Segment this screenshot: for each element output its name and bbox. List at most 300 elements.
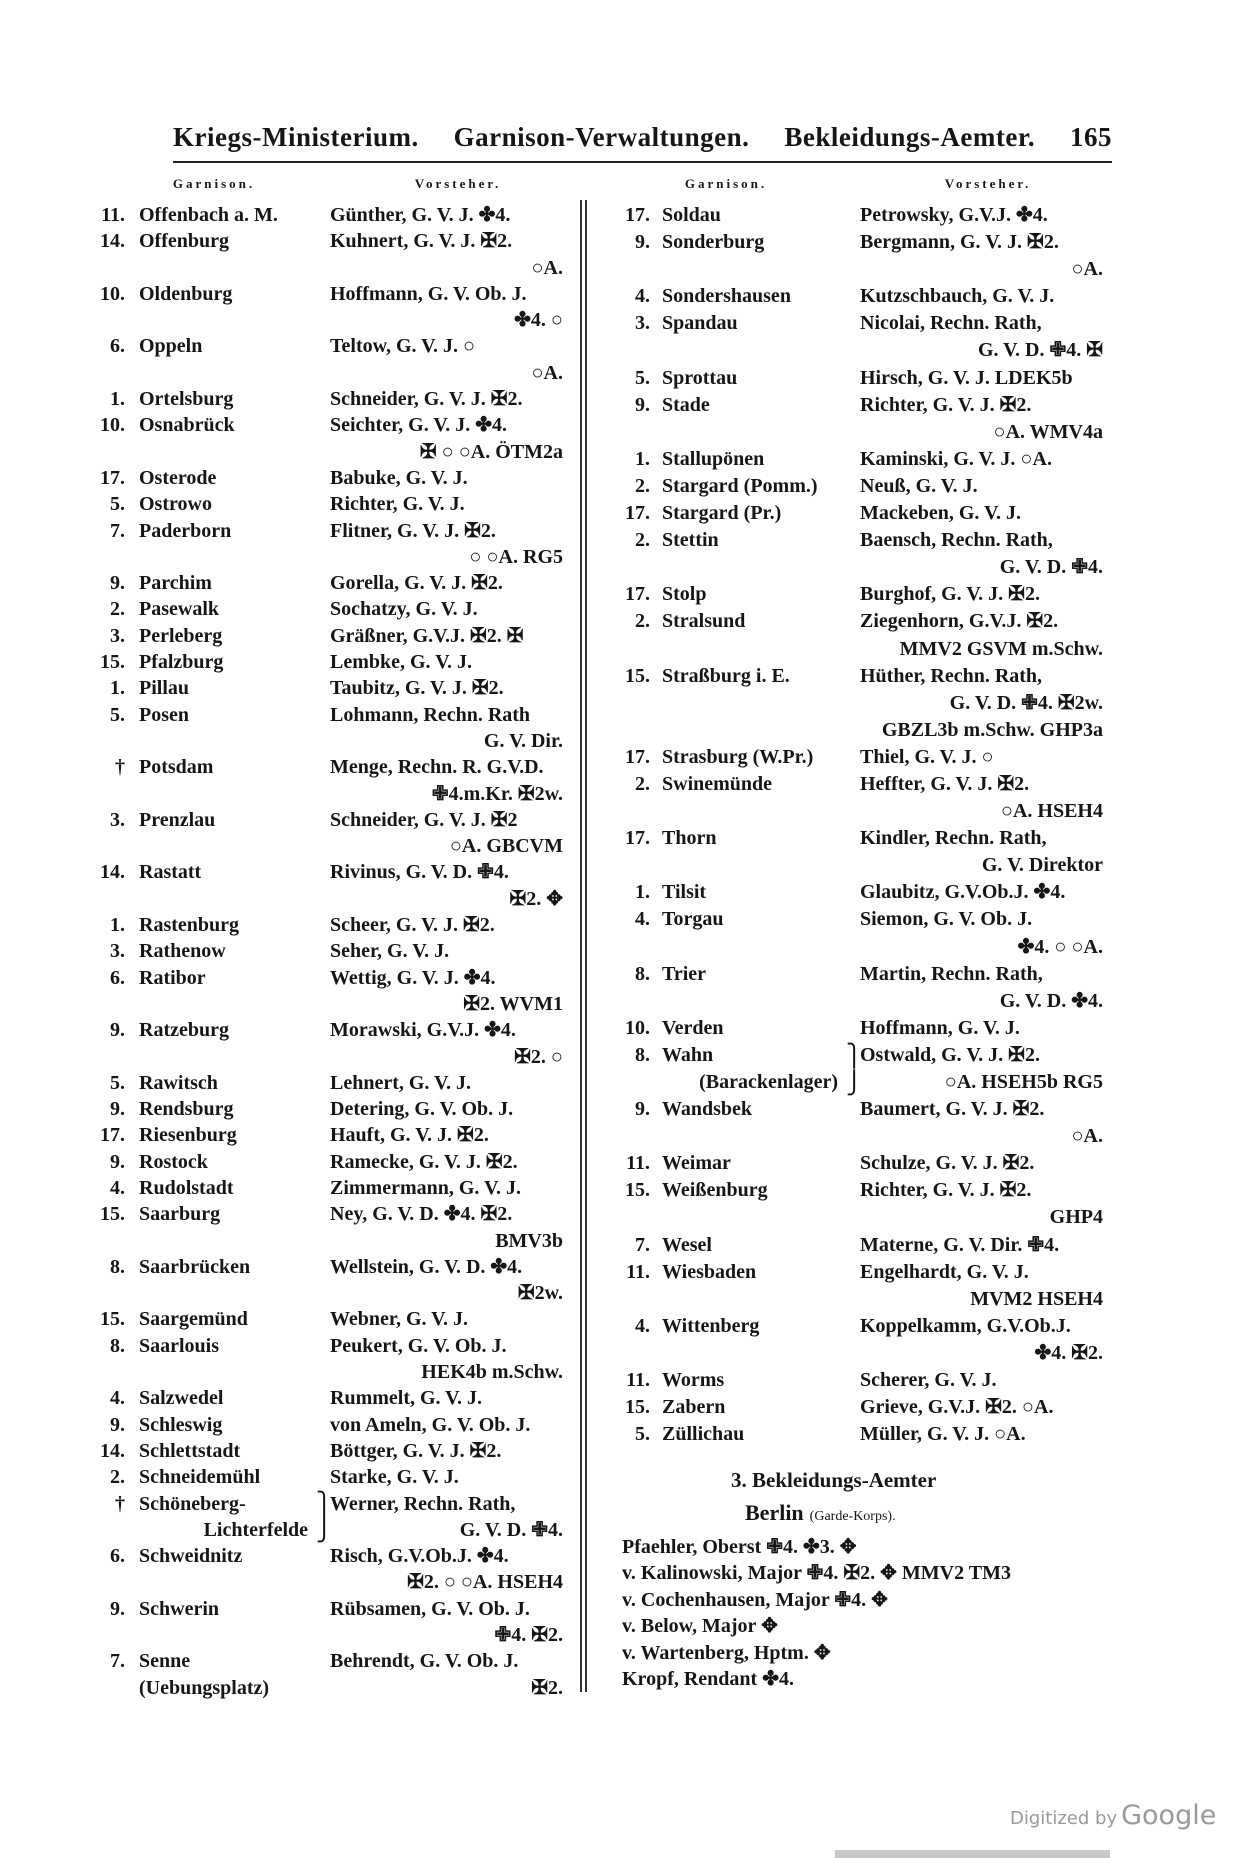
garrison-name: Stargard (Pomm.) <box>662 474 818 497</box>
head-officer: Thiel, G. V. J. ○ <box>860 745 994 768</box>
garrison-number: 3. <box>110 808 125 831</box>
head-officer: ○A. GBCVM <box>449 835 563 858</box>
berlin-staff-entry: v. Cochenhausen, Major ✙4. ✥ <box>622 1588 888 1611</box>
garrison-number: 9. <box>110 1150 125 1173</box>
garrison-number: 9. <box>110 1413 125 1436</box>
list-item <box>0 825 1250 852</box>
garrison-name: Rastatt <box>139 861 202 884</box>
head-officer: Teltow, G. V. J. ○ <box>330 335 476 358</box>
list-item-continuation <box>0 798 1250 825</box>
list-item <box>0 879 1250 906</box>
garrison-number: 7. <box>110 1650 125 1673</box>
garrison-number: 6. <box>110 966 125 989</box>
garrison-number: 5. <box>635 366 650 389</box>
head-officer: Materne, G. V. Dir. ✙4. <box>860 1233 1060 1256</box>
garrison-name: Sonderburg <box>662 231 765 254</box>
list-item <box>0 1177 1250 1204</box>
list-item <box>0 283 1250 310</box>
garrison-number: 11. <box>626 1260 650 1283</box>
head-officer: G. V. D. ✙4. <box>999 556 1103 579</box>
garrison-number: 4. <box>110 1387 125 1410</box>
head-officer: BMV3b <box>495 1229 563 1252</box>
list-item-continuation <box>0 690 1250 717</box>
head-officer: ○A. <box>531 361 563 384</box>
garrison-number: 2. <box>110 598 125 621</box>
head-officer: Webner, G. V. J. <box>330 1308 468 1331</box>
list-item-continuation <box>0 419 1250 446</box>
garrison-number: 9. <box>635 231 650 254</box>
garrison-name: Oldenburg <box>139 282 233 305</box>
garrison-name: Ortelsburg <box>139 388 234 411</box>
garrison-name: Züllichau <box>662 1423 745 1446</box>
list-item-continuation <box>0 717 1250 744</box>
head-officer: ✠2. ✥ <box>509 887 563 910</box>
garrison-name: Worms <box>662 1369 725 1392</box>
garrison-name: Saarburg <box>139 1203 221 1226</box>
garrison-name: Sprottau <box>662 366 738 389</box>
garrison-number: 1. <box>110 388 125 411</box>
garrison-number: 2. <box>635 529 650 552</box>
garrison-number: 15. <box>100 1203 125 1226</box>
head-officer: Schneider, G. V. J. ✠2 <box>330 808 518 831</box>
list-item-continuation <box>0 1569 600 1595</box>
list-item <box>0 1259 1250 1286</box>
garrison-name-line2: (Barackenlager) <box>699 1071 838 1093</box>
city-note: (Garde-Korps). <box>809 1509 896 1524</box>
list-item-continuation <box>0 852 1250 879</box>
garrison-number: 8. <box>110 1255 125 1278</box>
garrison-name: Stade <box>662 393 710 416</box>
section-city <box>745 1500 896 1526</box>
head-officer: ✠2. <box>531 1676 563 1699</box>
head-officer: MVM2 HSEH4 <box>970 1287 1103 1310</box>
head-officer: ✠2. ○ ○A. HSEH4 <box>407 1571 563 1594</box>
list-item-continuation <box>0 934 1250 961</box>
head-officer: Babuke, G. V. J. <box>330 466 468 489</box>
garrison-number: 14. <box>100 230 125 253</box>
head-officer: ○A. HSEH5b RG5 <box>944 1071 1103 1093</box>
head-officer: G. V. Direktor <box>981 854 1103 877</box>
garrison-number: 2. <box>635 772 650 795</box>
garrison-number: 17. <box>625 502 650 525</box>
garrison-name: Straßburg i. E. <box>662 664 790 687</box>
head-officer: Rivinus, G. V. D. ✙4. <box>330 861 509 884</box>
garrison-name: Rathenow <box>139 940 226 963</box>
head-officer: Koppelkamm, G.V.Ob.J. <box>860 1314 1071 1337</box>
garrison-number: 15. <box>625 1179 650 1202</box>
head-officer: ✤4. ✠2. <box>1034 1341 1103 1364</box>
garrison-number: 6. <box>110 335 125 358</box>
garrison-number: 3. <box>110 940 125 963</box>
garrison-name: Swinemünde <box>662 772 773 795</box>
berlin-staff-entry: v. Below, Major ✥ <box>622 1615 778 1638</box>
head-officer: Mackeben, G. V. J. <box>860 502 1021 525</box>
head-officer: G. V. D. ✙4. <box>459 1518 563 1541</box>
garrison-name: Schlettstadt <box>139 1439 241 1462</box>
berlin-staff-entry: Kropf, Rendant ✤4. <box>622 1667 794 1690</box>
garrison-name: Schneidemühl <box>139 1466 261 1489</box>
garrison-number: 3. <box>110 624 125 647</box>
garrison-name: Schwerin <box>139 1597 219 1620</box>
list-item-continuation <box>0 1123 1250 1150</box>
garrison-name: Zabern <box>662 1396 726 1419</box>
garrison-name: Wahn <box>662 1043 714 1066</box>
head-officer: Siemon, G. V. Ob. J. <box>860 908 1033 931</box>
garrison-name: Rendsburg <box>139 1098 234 1121</box>
head-officer: Ziegenhorn, G.V.J. ✠2. <box>860 610 1059 633</box>
list-item <box>0 1543 600 1569</box>
head-officer: Petrowsky, G.V.J. ✤4. <box>860 204 1048 226</box>
head-officer: ○A. <box>1071 1125 1103 1148</box>
list-item <box>0 1648 600 1674</box>
garrison-number: 17. <box>100 1124 125 1147</box>
head-officer: ○ ○A. RG5 <box>469 545 563 568</box>
garrison-number: 5. <box>635 1423 650 1446</box>
list-item <box>0 365 1250 392</box>
list-item <box>0 1015 1250 1042</box>
brace-bottom: ⎭ <box>316 1516 333 1542</box>
head-officer: Scherer, G. V. J. <box>860 1369 997 1392</box>
garrison-number: 14. <box>100 1439 125 1462</box>
head-officer: Burghof, G. V. J. ✠2. <box>860 583 1040 606</box>
watermark-brand: Google <box>1121 1800 1217 1831</box>
head-officer: Engelhardt, G. V. J. <box>860 1260 1029 1283</box>
list-item <box>0 771 1250 798</box>
garrison-number: 10. <box>100 282 125 305</box>
garrison-name: Pillau <box>139 677 190 700</box>
head-officer: Hoffmann, G. V. J. <box>860 1016 1020 1039</box>
garrison-name: Perleberg <box>139 624 223 647</box>
list-item <box>0 392 1250 419</box>
head-officer: Neuß, G. V. J. <box>860 474 978 497</box>
head-officer: MMV2 GSVM m.Schw. <box>899 637 1103 660</box>
garrison-number: 5. <box>110 1071 125 1094</box>
head-officer: Richter, G. V. J. <box>330 493 465 516</box>
head-officer: Kuhnert, G. V. J. ✠2. <box>330 230 513 253</box>
list-item <box>0 1042 1250 1069</box>
head-officer: G. V. Dir. <box>483 729 563 752</box>
garrison-name: Ratzeburg <box>139 1019 229 1042</box>
garrison-number: † <box>115 756 125 779</box>
garrison-number: 2. <box>110 1466 125 1489</box>
list-item <box>0 1464 600 1490</box>
garrison-name: Tilsit <box>662 881 707 904</box>
garrison-number: 3. <box>635 312 650 335</box>
garrison-number: 15. <box>625 664 650 687</box>
head-officer: von Ameln, G. V. Ob. J. <box>330 1413 531 1436</box>
garrison-name: Weimar <box>662 1152 731 1175</box>
head-officer: ○A. <box>531 256 563 279</box>
list-item-continuation <box>0 1622 600 1648</box>
head-officer: Peukert, G. V. Ob. J. <box>330 1334 507 1357</box>
garrison-number: 6. <box>110 1545 125 1568</box>
head-officer: HEK4b m.Schw. <box>421 1361 563 1384</box>
berlin-staff-list <box>622 1534 1011 1692</box>
head-officer: Seichter, G. V. J. ✤4. <box>330 414 507 437</box>
garrison-name: Wittenberg <box>662 1314 760 1337</box>
head-officer: ✤4. ○ <box>514 309 563 332</box>
head-officer: Rummelt, G. V. J. <box>330 1387 483 1410</box>
garrison-number: 9. <box>635 1098 650 1121</box>
garrison-name: Offenburg <box>139 230 229 253</box>
garrison-name: Prenzlau <box>139 808 216 831</box>
garrison-number: 15. <box>100 651 125 674</box>
city-name: Berlin <box>745 1500 804 1525</box>
garrison-number: 17. <box>100 466 125 489</box>
list-item <box>0 1491 600 1517</box>
garrison-name: Weißenburg <box>662 1179 768 1202</box>
garrison-name: Pasewalk <box>139 598 219 621</box>
head-officer: Ostwald, G. V. J. ✠2. <box>860 1043 1040 1066</box>
head-officer: Werner, Rechn. Rath, <box>330 1492 516 1515</box>
header-ministry: Kriegs-Ministerium. <box>173 122 419 152</box>
scan-edge <box>835 1850 1110 1858</box>
head-officer: Schneider, G. V. J. ✠2. <box>330 388 523 411</box>
head-officer: Morawski, G.V.J. ✤4. <box>330 1019 516 1042</box>
garrison-number: 17. <box>625 827 650 850</box>
garrison-name: Rastenburg <box>139 914 240 937</box>
garrison-number: 17. <box>625 204 650 226</box>
head-officer: ○A. HSEH4 <box>1000 800 1103 823</box>
head-officer: Risch, G.V.Ob.J. ✤4. <box>330 1545 509 1568</box>
list-item-continuation <box>0 1069 1250 1096</box>
head-officer: G. V. D. ✙4. ✠ <box>977 339 1103 362</box>
garrison-name: Potsdam <box>139 756 214 779</box>
garrison-name: Verden <box>662 1016 724 1039</box>
list-item-continuation <box>0 1517 600 1543</box>
section-title-text: 3. Bekleidungs-Aemter <box>731 1468 937 1492</box>
garrison-name: Schöneberg- <box>139 1492 246 1515</box>
head-officer: Kaminski, G. V. J. ○A. <box>860 447 1052 470</box>
head-officer: ✠ ○ ○A. ÖTM2a <box>419 440 563 463</box>
garrison-number: 1. <box>635 447 650 470</box>
garrison-name: Sondershausen <box>662 285 791 308</box>
head-officer: Scheer, G. V. J. ✠2. <box>330 914 495 937</box>
berlin-staff-entry: v. Kalinowski, Major ✙4. ✠2. ✥ MMV2 TM3 <box>622 1562 1011 1585</box>
garrison-name: Wesel <box>662 1233 712 1256</box>
list-item <box>0 1421 1250 1448</box>
head-officer: Starke, G. V. J. <box>330 1466 459 1489</box>
head-officer: Behrendt, G. V. Ob. J. <box>330 1650 519 1673</box>
garrison-name: Trier <box>662 962 707 985</box>
garrison-number: 9. <box>110 1098 125 1121</box>
garrison-number: 9. <box>110 572 125 595</box>
list-item <box>0 608 1250 635</box>
garrison-name: Senne <box>139 1650 191 1673</box>
head-officer: Richter, G. V. J. ✠2. <box>860 393 1032 416</box>
head-officer: Hüther, Rechn. Rath, <box>860 664 1043 687</box>
garrison-number: 1. <box>110 914 125 937</box>
garrison-name: Soldau <box>662 204 721 226</box>
garrison-number: 8. <box>635 962 650 985</box>
garrison-name: Riesenburg <box>139 1124 237 1147</box>
head-officer: Baumert, G. V. J. ✠2. <box>860 1098 1045 1121</box>
list-item-continuation <box>0 554 1250 581</box>
garrison-name-line2: (Uebungsplatz) <box>139 1676 270 1699</box>
garrison-name: Parchim <box>139 572 212 595</box>
list-item <box>0 1313 1250 1340</box>
head-officer: Nicolai, Rechn. Rath, <box>860 312 1042 335</box>
head-officer: Rübsamen, G. V. Ob. J. <box>330 1597 530 1620</box>
garrison-number: 9. <box>110 1597 125 1620</box>
head-officer: ✠2. ○ <box>514 1045 563 1068</box>
list-item <box>0 500 1250 527</box>
berlin-staff-entry: Pfaehler, Oberst ✙4. ✤3. ✥ <box>622 1536 857 1558</box>
garrison-name: Schweidnitz <box>139 1545 243 1568</box>
head-officer: Flitner, G. V. J. ✠2. <box>330 519 496 542</box>
list-item <box>0 446 1250 473</box>
head-officer: Taubitz, G. V. J. ✠2. <box>330 677 504 700</box>
garrison-number: 17. <box>625 583 650 606</box>
list-item <box>0 473 1250 500</box>
brace-top: ⎫ <box>316 1490 333 1516</box>
garrison-name: Pfalzburg <box>139 651 224 674</box>
head-officer: Grieve, G.V.J. ✠2. ○A. <box>860 1396 1054 1419</box>
head-officer: Glaubitz, G.V.Ob.J. ✤4. <box>860 881 1066 904</box>
header-garrison-admin: Garnison-Verwaltungen. <box>453 122 750 152</box>
head-officer: G. V. D. ✤4. <box>999 989 1103 1012</box>
head-officer: ✠2. WVM1 <box>463 992 563 1015</box>
right-column-list <box>0 202 1250 1448</box>
brace-bottom: ⎭ <box>846 1070 863 1095</box>
garrison-number: 2. <box>635 474 650 497</box>
head-officer: GHP4 <box>1049 1206 1103 1229</box>
garrison-number: 2. <box>635 610 650 633</box>
head-officer: Böttger, G. V. J. ✠2. <box>330 1439 502 1462</box>
garrison-name: Posen <box>139 703 189 726</box>
garrison-number: 4. <box>635 285 650 308</box>
garrison-name: Saarbrücken <box>139 1255 251 1278</box>
garrison-name: Saarlouis <box>139 1334 220 1357</box>
list-item <box>0 744 1250 771</box>
head-officer: Kutzschbauch, G. V. J. <box>860 285 1055 308</box>
head-officer: Richter, G. V. J. ✠2. <box>860 1179 1032 1202</box>
head-officer: Hauft, G. V. J. ✠2. <box>330 1124 489 1147</box>
head-officer: GBZL3b m.Schw. GHP3a <box>881 718 1103 741</box>
list-item <box>0 1394 1250 1421</box>
head-officer: Hirsch, G. V. J. LDEK5b <box>860 366 1073 389</box>
head-officer: Detering, G. V. Ob. J. <box>330 1098 514 1121</box>
head-officer: Zimmermann, G. V. J. <box>330 1176 521 1199</box>
garrison-number: 5. <box>110 493 125 516</box>
garrison-number: 8. <box>635 1043 650 1066</box>
head-officer: Lembke, G. V. J. <box>330 651 473 674</box>
garrison-name: Stettin <box>662 529 719 552</box>
garrison-number: 17. <box>625 745 650 768</box>
garrison-number: 1. <box>110 677 125 700</box>
head-officer: Ramecke, G. V. J. ✠2. <box>330 1150 518 1173</box>
garrison-number: 1. <box>635 881 650 904</box>
list-item <box>0 1150 1250 1177</box>
garrison-name: Torgau <box>662 908 724 931</box>
page-number: 165 <box>1070 122 1112 152</box>
head-officer: Lehnert, G. V. J. <box>330 1071 471 1094</box>
list-item <box>0 961 1250 988</box>
garrison-number: 4. <box>110 1176 125 1199</box>
head-officer: Gräßner, G.V.J. ✠2. ✠ <box>330 624 524 647</box>
garrison-number: 11. <box>626 1369 650 1392</box>
list-item <box>0 581 1250 608</box>
column-header-head-right: Vorsteher. <box>944 176 1032 191</box>
list-item-continuation <box>0 1286 1250 1313</box>
head-officer: Gorella, G. V. J. ✠2. <box>330 572 503 595</box>
list-item-continuation <box>0 1340 1250 1367</box>
garrison-name: Ratibor <box>139 966 206 989</box>
list-item-continuation <box>0 1204 1250 1231</box>
head-officer: ✙4. ✠2. <box>494 1624 563 1647</box>
garrison-name: Paderborn <box>139 519 232 542</box>
garrison-name: Rostock <box>139 1150 208 1173</box>
head-officer: Seher, G. V. J. <box>330 940 450 963</box>
list-item <box>0 1096 1250 1123</box>
head-officer: Lohmann, Rechn. Rath <box>330 703 531 726</box>
head-officer: G. V. D. ✙4. ✠2w. <box>949 691 1103 714</box>
head-officer: Menge, Rechn. R. G.V.D. <box>330 756 544 779</box>
list-item <box>0 663 1250 690</box>
list-item-continuation <box>0 337 1250 364</box>
head-officer: Martin, Rechn. Rath, <box>860 962 1043 985</box>
garrison-name: Oppeln <box>139 335 203 358</box>
head-officer: Wellstein, G. V. D. ✤4. <box>330 1255 523 1278</box>
list-item <box>0 229 1250 256</box>
list-item <box>0 1232 1250 1259</box>
list-item <box>0 1596 600 1622</box>
list-item-continuation <box>0 1675 600 1701</box>
list-item <box>0 906 1250 933</box>
garrison-number: 7. <box>635 1233 650 1256</box>
head-officer: Schulze, G. V. J. ✠2. <box>860 1152 1035 1175</box>
garrison-name: Offenbach a. M. <box>139 204 278 226</box>
head-officer: Günther, G. V. J. ✤4. <box>330 204 511 226</box>
list-item-continuation <box>0 988 1250 1015</box>
garrison-number: 15. <box>100 1308 125 1331</box>
watermark-text: Digitized by <box>1010 1808 1118 1829</box>
garrison-name: Stargard (Pr.) <box>662 502 782 525</box>
head-officer: Heffter, G. V. J. ✠2. <box>860 772 1030 795</box>
column-header-garrison-right: Garnison. <box>684 176 768 191</box>
head-officer: Bergmann, G. V. J. ✠2. <box>860 231 1059 254</box>
head-officer: Müller, G. V. J. ○A. <box>860 1423 1026 1446</box>
list-item <box>0 310 1250 337</box>
head-officer: ✙4.m.Kr. ✠2w. <box>431 782 563 805</box>
head-officer: ○A. <box>1071 258 1103 281</box>
garrison-name: Ostrowo <box>139 493 212 516</box>
header-rule <box>173 161 1112 163</box>
running-header <box>173 122 1112 153</box>
garrison-name: Osnabrück <box>139 414 235 437</box>
garrison-number: 10. <box>100 414 125 437</box>
list-item <box>0 527 1250 554</box>
garrison-number: 9. <box>635 393 650 416</box>
garrison-name: Saargemünd <box>139 1308 248 1331</box>
garrison-name: Stralsund <box>662 610 746 633</box>
garrison-name: Wandsbek <box>662 1098 753 1121</box>
garrison-name: Salzwedel <box>139 1387 224 1410</box>
garrison-number: 11. <box>626 1152 650 1175</box>
garrison-name: Spandau <box>662 312 738 335</box>
head-officer: ○A. WMV4a <box>993 420 1103 443</box>
garrison-number: 14. <box>100 861 125 884</box>
garrison-name: Rawitsch <box>139 1071 218 1094</box>
head-officer: ✠2w. <box>517 1282 563 1305</box>
column-header-head-left: Vorsteher. <box>414 176 502 191</box>
garrison-name: Stallupönen <box>662 447 765 470</box>
list-item-continuation <box>0 636 1250 663</box>
garrison-number: 5. <box>110 703 125 726</box>
head-officer: ✤4. ○ ○A. <box>1017 935 1103 958</box>
garrison-number: 11. <box>101 204 125 226</box>
head-officer: Sochatzy, G. V. J. <box>330 598 478 621</box>
